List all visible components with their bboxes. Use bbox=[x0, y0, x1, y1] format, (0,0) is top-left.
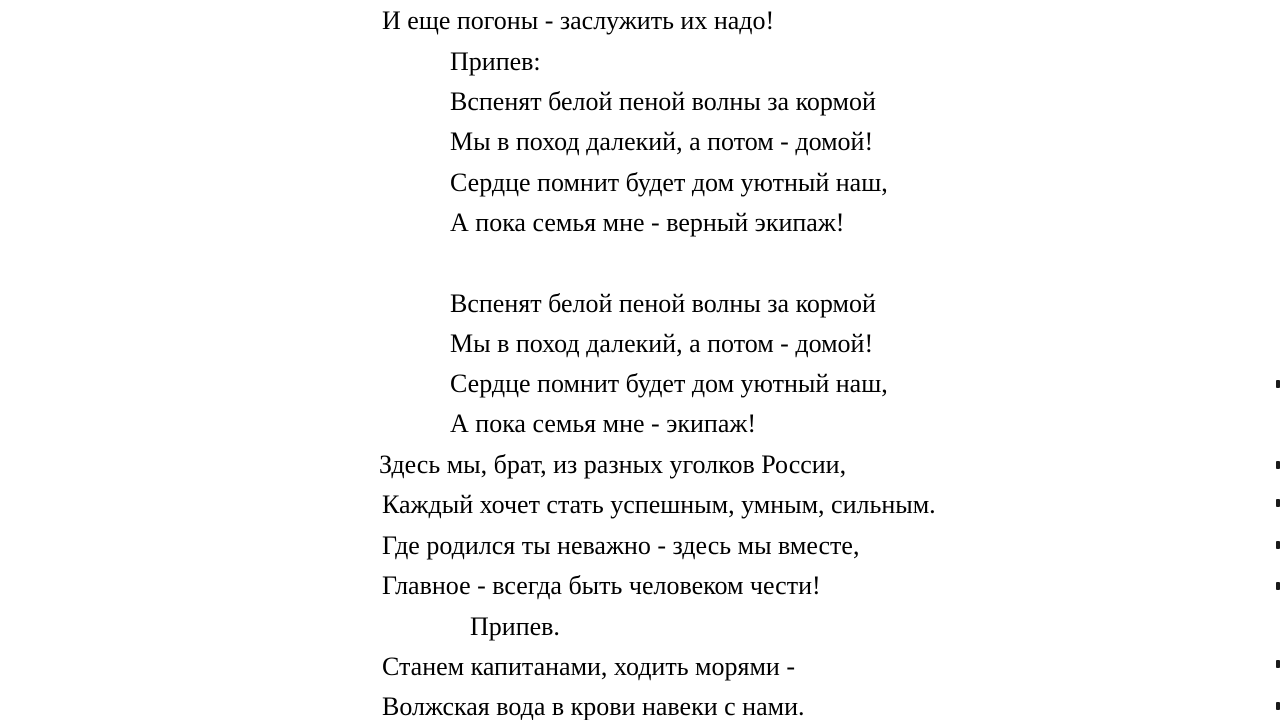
clipped-text-edge bbox=[1276, 0, 1280, 720]
clipped-glyph bbox=[1276, 380, 1280, 388]
lyric-line: Здесь мы, брат, из разных уголков России, bbox=[379, 450, 847, 479]
clipped-glyph bbox=[1276, 660, 1280, 668]
lyric-line: И еще погоны - заслужить их надо! bbox=[382, 6, 775, 35]
lyric-line: А пока семья мне - экипаж! bbox=[450, 409, 756, 438]
clipped-glyph bbox=[1276, 541, 1280, 549]
lyric-line: Вспенят белой пеной волны за кормой bbox=[450, 87, 876, 116]
clipped-glyph bbox=[1276, 702, 1280, 710]
lyric-line: Где родился ты неважно - здесь мы вместе, bbox=[382, 531, 860, 560]
clipped-glyph bbox=[1276, 461, 1280, 469]
lyric-line: Станем капитанами, ходить морями - bbox=[382, 652, 795, 681]
lyric-line: Главное - всегда быть человеком чести! bbox=[382, 571, 821, 600]
lyric-line: Мы в поход далекий, а потом - домой! bbox=[450, 329, 874, 358]
clipped-glyph bbox=[1276, 582, 1280, 590]
lyric-line: А пока семья мне - верный экипаж! bbox=[450, 208, 845, 237]
lyric-line: Мы в поход далекий, а потом - домой! bbox=[450, 127, 874, 156]
lyric-line: Каждый хочет стать успешным, умным, сильным. bbox=[382, 490, 936, 519]
lyric-line: Вспенят белой пеной волны за кормой bbox=[450, 289, 876, 318]
lyric-line: Волжская вода в крови навеки с нами. bbox=[382, 692, 805, 720]
clipped-glyph bbox=[1276, 499, 1280, 507]
lyric-line: Сердце помнит будет дом уютный наш, bbox=[450, 168, 888, 197]
lyric-line: Сердце помнит будет дом уютный наш, bbox=[450, 369, 888, 398]
chorus-label: Припев. bbox=[470, 612, 560, 641]
chorus-label: Припев: bbox=[450, 47, 541, 76]
